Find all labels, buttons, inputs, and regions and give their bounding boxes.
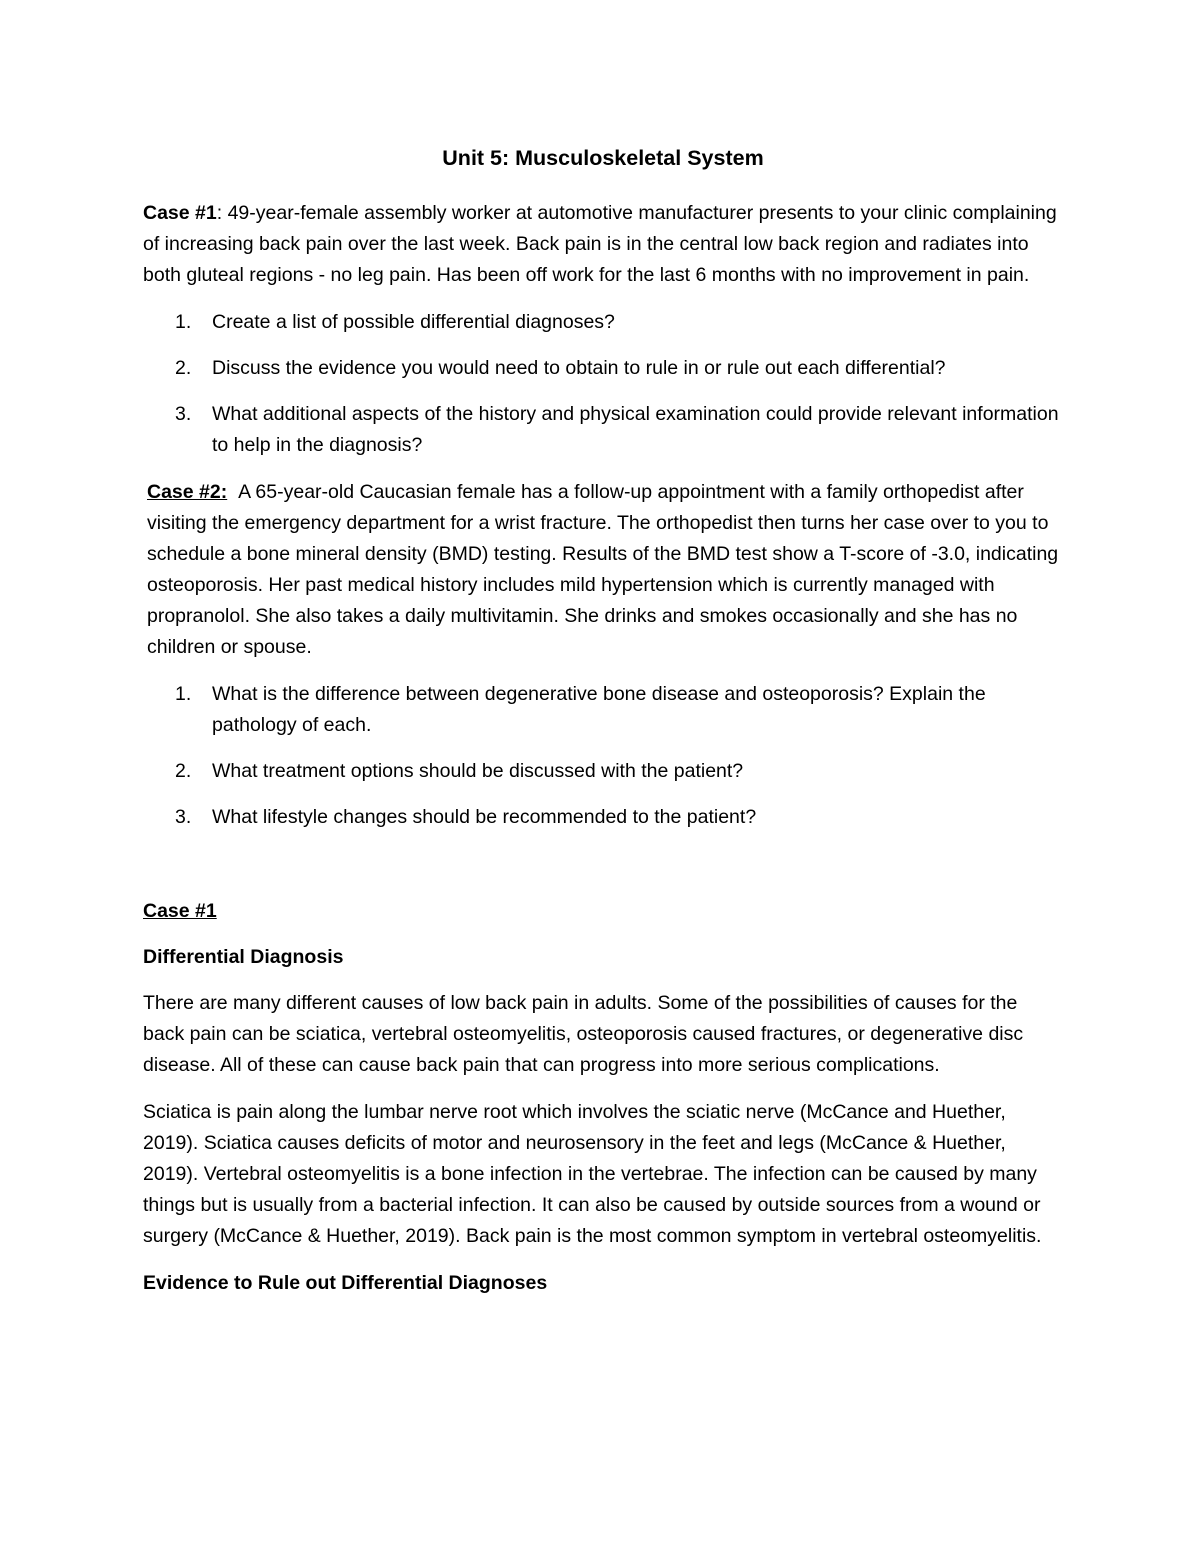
list-number: 2. (175, 357, 192, 379)
case1-colon: : (216, 202, 228, 224)
differential-diagnosis-heading: Differential Diagnosis (143, 946, 344, 968)
answer-paragraph-2: Sciatica is pain along the lumbar nerve root which involves the sciatic nerve (McCance and Huether, 2019). Sciatica causes deficits of motor and neurosensory in the feet and legs (McCance & Huether, 2019). Vertebral osteomyelitis is a bone infection in the vertebrae. The infection can be caused by many things but is usually from a bacterial infection. It can also be caused by outside sources from a wound or surgery (McCance & Huether, 2019). Back pain is the most common symptom in vertebral osteomyelitis. (143, 1101, 1042, 1247)
list-text: What lifestyle changes should be recommended to the patient? (212, 806, 757, 828)
case2-text: A 65-year-old Caucasian female has a follow-up appointment with a family orthopedist after visiting the emergency department for a wrist fracture. The orthopedist then turns her case over to you to schedule a bone mineral density (BMD) testing. Results of the BMD test show a T-score of -3.0, indicating osteoporosis. Her past medical history includes mild hypertension which is currently managed with propranolol. She also takes a daily multivitamin. She drinks and smokes occasionally and she has no children or spouse. (147, 481, 1059, 658)
list-text: Create a list of possible differential diagnoses? (212, 311, 615, 333)
list-item (143, 679, 1063, 741)
list-number: 3. (175, 806, 192, 828)
case2-label: Case #2: (147, 481, 228, 503)
case1-questions (143, 307, 1063, 461)
case1-description (143, 198, 1063, 291)
list-text: What treatment options should be discussed with the patient? (212, 760, 744, 782)
case2-description (143, 477, 1063, 663)
list-item (143, 399, 1063, 461)
answer-paragraph-1: There are many different causes of low back pain in adults. Some of the possibilities of causes for the back pain can be sciatica, vertebral osteomyelitis, osteoporosis caused fractures, or degenerative disc disease. All of these can cause back pain that can progress into more serious complications. (143, 992, 1024, 1076)
evidence-heading: Evidence to Rule out Differential Diagnoses (143, 1272, 548, 1294)
section-spacer (143, 849, 1063, 896)
list-number: 1. (175, 311, 192, 333)
list-item (143, 756, 1063, 787)
case1-label: Case #1 (143, 202, 217, 224)
document-page (143, 140, 1063, 1314)
list-number: 2. (175, 760, 192, 782)
answer-case-heading (143, 896, 1063, 927)
list-text: What additional aspects of the history and physical examination could provide relevant information to help in the diagnosis? (212, 403, 1059, 456)
case2-questions (143, 679, 1063, 833)
list-item (143, 802, 1063, 833)
list-item (143, 307, 1063, 338)
list-text: Discuss the evidence you would need to obtain to rule in or rule out each differential? (212, 357, 946, 379)
list-text: What is the difference between degenerative bone disease and osteoporosis? Explain the pathology of each. (212, 683, 986, 736)
page-title: Unit 5: Musculoskeletal System (442, 146, 764, 170)
list-number: 1. (175, 683, 192, 705)
case1-text: 49-year-female assembly worker at automotive manufacturer presents to your clinic complaining of increasing back pain over the last week. Back pain is in the central low back region and radiates into both gluteal regions - no leg pain. Has been off work for the last 6 months with no improvement in pain. (143, 202, 1057, 286)
list-item (143, 353, 1063, 384)
answer-case-label: Case #1 (143, 900, 217, 922)
list-number: 3. (175, 403, 192, 425)
